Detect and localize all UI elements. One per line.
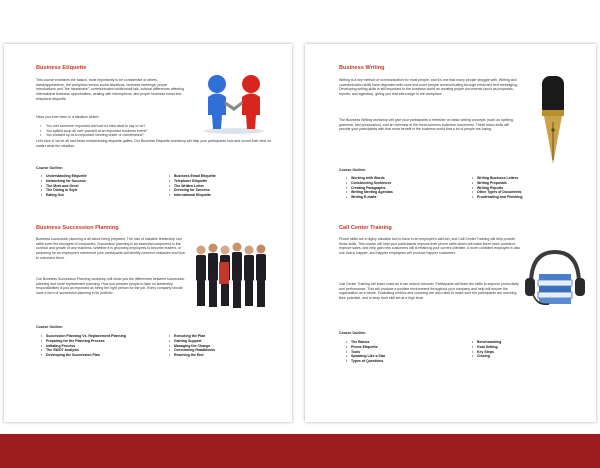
headset-books-icon [523,248,587,310]
list-item: • Executing the Plan [174,334,284,339]
list-item: • Tools [351,350,461,355]
list-item: • You showed up at an important meeting under or overdressed? [46,133,221,138]
business-team-icon [192,238,270,310]
list-item: • You spilled soup all over yourself at an important business event? [46,129,221,134]
list-item: • The Basics [351,340,461,345]
list-item: • Key Steps [477,350,587,355]
callcenter-outline-label: Course Outline: [339,331,366,335]
list-item: • Working with Words [351,176,461,181]
list-item: • Telephone Etiquette [174,179,284,184]
etiquette-outline-col2 [168,174,284,198]
list-item: • Initiating Process [46,344,154,349]
list-item: • Writing E-mails [351,195,461,200]
list-item: • Benchmarking [477,340,587,345]
list-item: • Phone Etiquette [351,345,461,350]
list-item: • Managing the Change [174,344,284,349]
writing-para1: Writing is a key method of communication for most people, and it's one that many people struggle with. Writing and communication skills have degraded with more and more people communicating through email and text messaging. Developing writing skills is still important to the business world as creating proper documents (such as proposals, reports, and agendas), giving you that extra edge in the workplace. [339,78,518,97]
writing-outline-col1 [345,176,461,200]
etiquette-closing: Let's face it; we've all had those embarrassing etiquette gaffes. Our Business Etiquette workshop will help your participants look and sound their best no matter what the situation. [36,139,271,148]
callcenter-title: Call Center Training [339,225,392,231]
succession-outline-col1 [40,334,154,358]
list-item: • Reaching the End [174,353,284,358]
list-item: • The Meet and Greet [46,184,146,189]
succession-para2: Our Business Succession Planning workshop will show you the differences between succession planning and more replacement planning. How you prepare people to take on leadership responsibilities is just as important as hiring the right person for the job. Every company should have a form of succession planning in its portfolio. [36,277,185,296]
writing-outline-label: Course Outline: [339,168,366,172]
callcenter-outline-col1 [345,340,461,364]
succession-para1: Business succession planning is all about being prepared. The loss of valuable leadership can rattle even the strongest of companies. Succession planning is an essential component to the survival and growth of any business. Whether it is grooming employees to become leaders, or preparing for an employee's retirement your participants will identify common obstacles and how to overcome them. [36,237,185,260]
list-item: • The Written Letter [174,184,284,189]
right-page [305,44,596,422]
etiquette-intro: This course examines the basics, most importantly to be considerate of others, dress/appearance, the workplace versus social situations, business meetings, proper introductions and "the handshake", communication skills/small talk, cultural differences affecting international business opportunities, dealing with interruptions, and proper business email and telephone etiquette. [36,78,185,101]
writing-para2: The Business Writing workshop will give your participants a refresher on basic writing concepts (such as spelling, grammar, and punctuation), and an overview of the most common business documents. These basic skills will provide your participants with that extra benefit in the business world that a lot of people are losing. [339,118,514,132]
list-item: • Creating Paragraphs [351,186,461,191]
etiquette-bullets [36,124,221,138]
list-item: • Overcoming Roadblocks [174,348,284,353]
succession-outline-col2 [168,334,284,358]
list-item: • The SWOT Analysis [46,348,154,353]
list-item: • The Dining in Style [46,188,146,193]
list-item: • Dressing for Success [174,188,284,193]
list-item: • Proofreading and Finishing [477,195,596,200]
callcenter-para1: Phone skills are a highly valuable tool to have in an employee's skill-set, and Call Center Training will help provide those skills. This course will help your participants improve their phone skills which will make them more confident, improve sales, and help gain new customers will is retaining your current clientele. A more confident employee is also one that is happier, and happier employees will produce happier customers. [339,237,521,256]
list-item: • Speaking Like a Star [351,354,461,359]
fountain-pen-icon [527,74,577,166]
list-item: • International Etiquette [174,193,284,198]
succession-title: Business Succession Planning [36,225,119,231]
list-item: • Succession Planning Vs. Replacement Planning [46,334,154,339]
list-item: • Goal Setting [477,345,587,350]
etiquette-outline-label: Course Outline: [36,166,63,170]
list-item: • Understanding Etiquette [46,174,146,179]
list-item: • Eating Out [46,193,146,198]
etiquette-question: Have you ever been in a situation where: [36,115,100,119]
list-item: • Business Email Etiquette [174,174,284,179]
list-item: • Gaining Support [174,339,284,344]
list-item: • Writing Business Letters [477,176,596,181]
list-item: • Writing Reports [477,186,596,191]
handshake-figures-icon [200,71,268,135]
etiquette-title: Business Etiquette [36,65,87,71]
list-item: • Other Types of Documents [477,190,596,195]
list-item: • Writing Proposals [477,181,596,186]
list-item: • Types of Questions [351,359,461,364]
callcenter-outline-col2 [471,340,587,359]
footer-bar [0,434,600,468]
list-item: • Constructing Sentences [351,181,461,186]
list-item: • Preparing for the Planning Process [46,339,154,344]
callcenter-para2: Call Center Training will lower costs as it can reduce turnover. Participants will learn the skills to improve productivity and performance. This will produce a positive environment throughout your company and help will ensure the organization as a whole. Evaluating metrics and coaching are also used to make sure the participants are reaching their potential, and to keep their skill set at a high level. [339,282,519,301]
list-item: • Writing Meeting Agendas [351,190,461,195]
list-item: • Developing the Succession Plan [46,353,154,358]
succession-outline-label: Course Outline: [36,325,63,329]
list-item: • Closing [477,354,587,359]
list-item: • You met someone important and had no idea what to say or do? [46,124,221,129]
list-item: • Networking for Success [46,179,146,184]
writing-outline-col2 [471,176,596,200]
etiquette-outline-col1 [40,174,146,198]
left-page [4,44,292,422]
writing-title: Business Writing [339,65,385,71]
